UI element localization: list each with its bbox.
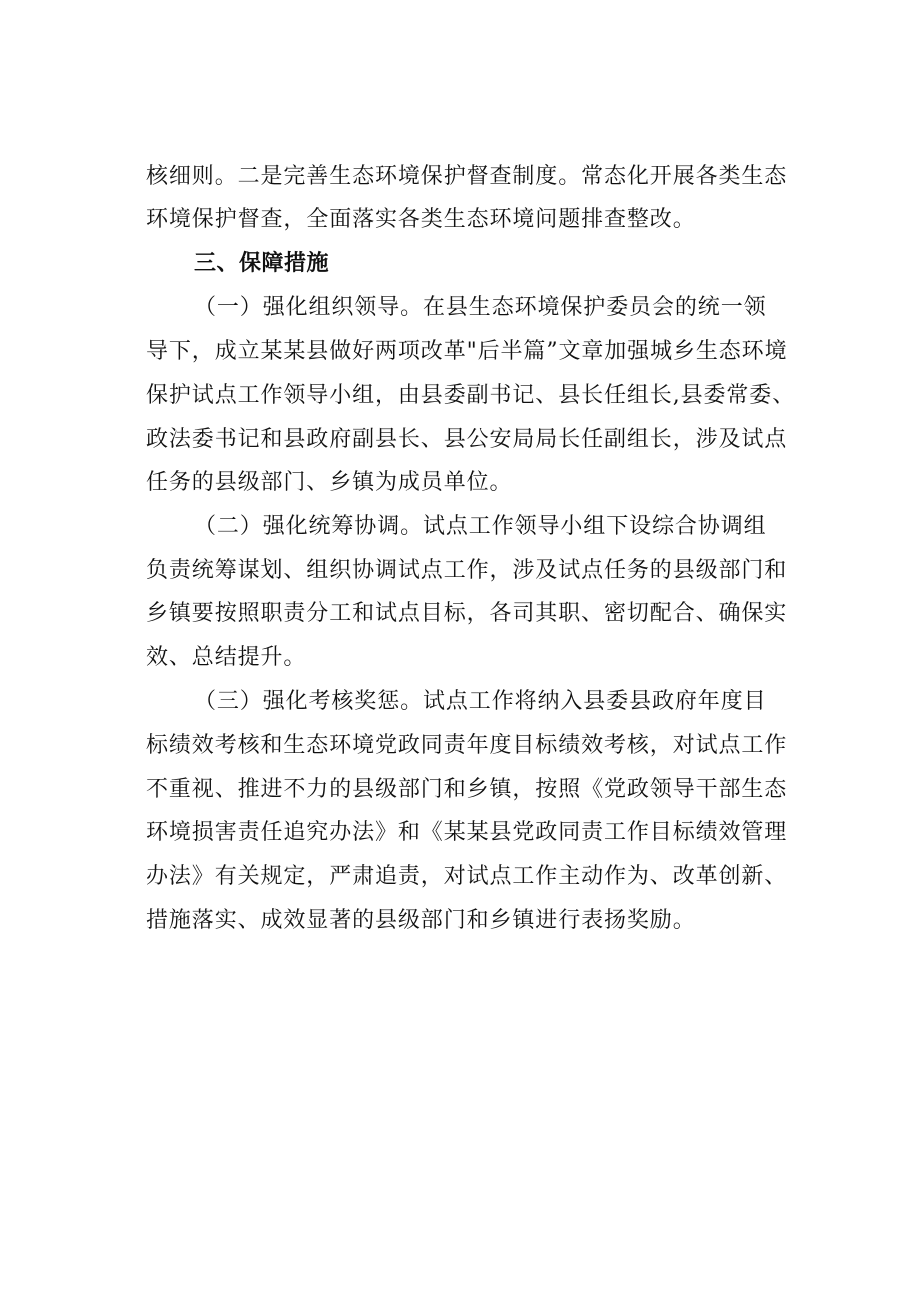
body-text-line: 核细则。二是完善生态环境保护督查制度。常态化开展各类生态: [146, 164, 788, 189]
body-text-line: 标绩效考核和生态环境党政同责年度目标绩效考核，对试点工作: [146, 733, 788, 758]
body-text-line: 办法》有关规定，严肃追责，对试点工作主动作为、改革创新、: [146, 864, 788, 889]
body-text-line: 政法委书记和县政府副县长、县公安局局长任副组长，涉及试点: [146, 427, 788, 452]
paragraph-1-first-line: （一）强化组织领导。在县生态环境保护委员会的统一领: [194, 295, 767, 320]
paragraph-2-first-line: （二）强化统筹协调。试点工作领导小组下设综合协调组: [194, 514, 767, 539]
body-text-line: 措施落实、成效显著的县级部门和乡镇进行表扬奖励。: [146, 908, 696, 933]
body-text-line: 导下，成立某某县做好两项改革"后半篇”文章加强城乡生态环境: [146, 339, 788, 364]
section-heading: 三、保障措施: [194, 251, 330, 276]
body-text-line: 保护试点工作领导小组，由县委副书记、县长任组长,县委常委、: [146, 383, 796, 408]
body-text-line: 乡镇要按照职责分工和试点目标，各司其职、密切配合、确保实: [146, 601, 788, 626]
body-text-line: 环境保护督查，全面落实各类生态环境问题排查整改。: [146, 207, 696, 232]
body-text-line: 不重视、推进不力的县级部门和乡镇，按照《党政领导干部生态: [146, 777, 788, 802]
body-text-line: 效、总结提升。: [146, 645, 307, 670]
paragraph-3-first-line: （三）强化考核奖惩。试点工作将纳入县委县政府年度目: [194, 689, 767, 714]
body-text-line: 任务的县级部门、乡镇为成员单位。: [146, 470, 513, 495]
body-text-line: 负责统筹谋划、组织协调试点工作，涉及试点任务的县级部门和: [146, 558, 788, 583]
body-text-line: 环境损害责任追究办法》和《某某县党政同责工作目标绩效管理: [146, 820, 788, 845]
